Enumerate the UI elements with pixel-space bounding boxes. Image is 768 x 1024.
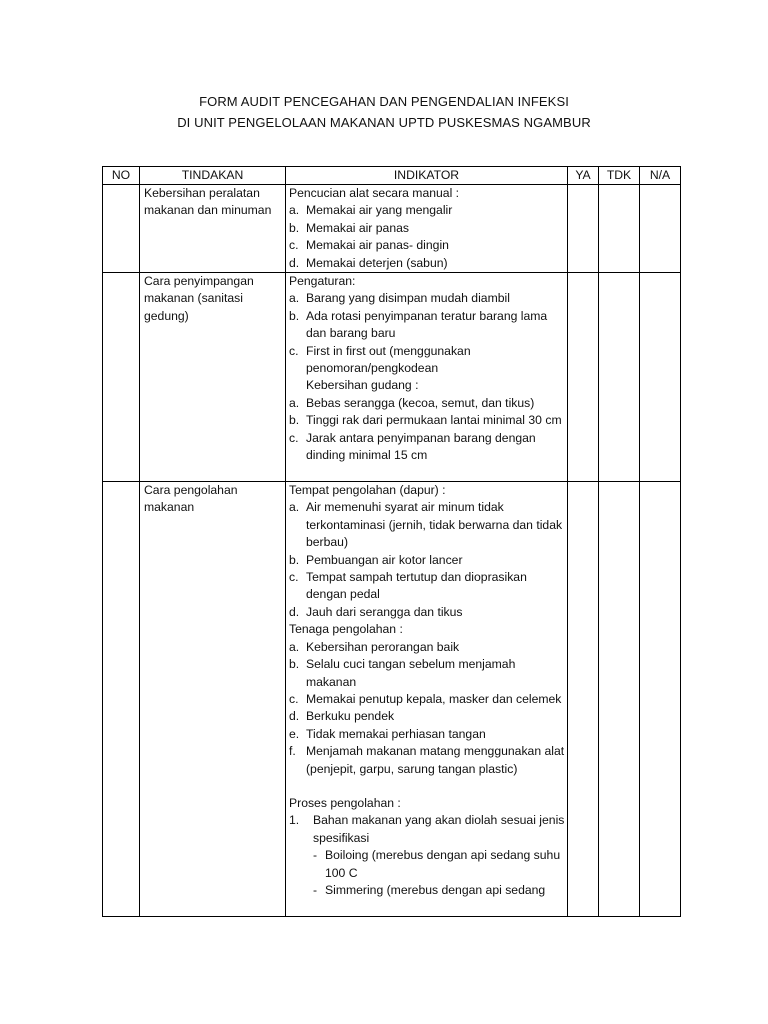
item-marker: a. — [289, 395, 300, 410]
tindakan-text: makanan (sanitasi — [144, 291, 243, 306]
item-text: Tinggi rak dari permukaan lantai minimal 30 cm — [306, 413, 562, 428]
indikator-item — [289, 202, 565, 219]
cell-tdk[interactable] — [599, 185, 640, 273]
cell-no — [103, 273, 140, 482]
table-header-row — [103, 167, 681, 185]
subitem-marker: - — [313, 848, 318, 863]
indikator-item — [289, 412, 565, 429]
item-marker: a. — [289, 500, 300, 515]
item-marker: a. — [289, 639, 300, 654]
cell-ya[interactable] — [568, 185, 599, 273]
item-text: Bebas serangga (kecoa, semut, dan tikus) — [306, 395, 535, 410]
indikator-subitem — [289, 882, 565, 899]
tindakan-text: makanan — [144, 500, 195, 515]
item-marker: a. — [289, 203, 300, 218]
item-text: Jauh dari serangga dan tikus — [306, 604, 463, 619]
indikator-item — [289, 812, 565, 847]
cell-na[interactable] — [640, 273, 681, 482]
cell-indikator — [286, 185, 568, 273]
item-marker: b. — [289, 413, 300, 428]
item-text: Tempat sampah tertutup dan dioprasikan dengan pedal — [306, 570, 527, 602]
table-row — [103, 185, 681, 273]
indikator-heading: Tempat pengolahan (dapur) : — [289, 483, 446, 498]
tindakan-text: makanan dan minuman — [144, 203, 272, 218]
header-ya: YA — [568, 167, 599, 185]
cell-na[interactable] — [640, 482, 681, 917]
item-marker: d. — [289, 709, 300, 724]
item-text: Air memenuhi syarat air minum tidak terkontaminasi (jernih, tidak berwarna dan tidak berbau) — [306, 500, 563, 550]
item-marker: b. — [289, 308, 300, 323]
indikator-item — [289, 726, 565, 743]
indikator-item — [289, 639, 565, 656]
item-text: Barang yang disimpan mudah diambil — [306, 291, 510, 306]
indikator-item — [289, 708, 565, 725]
indikator-heading: Kebersihan gudang : — [306, 378, 419, 393]
item-marker: c. — [289, 691, 299, 706]
item-text: Memakai penutup kepala, masker dan celemek — [306, 691, 562, 706]
cell-na[interactable] — [640, 185, 681, 273]
tindakan-text: gedung) — [144, 308, 189, 323]
subitem-text: Boiloing (merebus dengan api sedang suhu 100 C — [325, 848, 561, 880]
cell-ya[interactable] — [568, 482, 599, 917]
item-text: Memakai deterjen (sabun) — [306, 255, 448, 270]
item-marker: c. — [289, 343, 299, 358]
indikator-heading: Tenaga pengolahan : — [289, 622, 403, 637]
indikator-item — [289, 743, 565, 778]
cell-tindakan — [140, 273, 286, 482]
tindakan-text: Cara pengolahan — [144, 483, 238, 498]
blank-line — [289, 778, 565, 795]
item-text: Tidak memakai perhiasan tangan — [306, 726, 486, 741]
indikator-item — [289, 220, 565, 237]
indikator-item — [289, 569, 565, 604]
cell-indikator — [286, 482, 568, 917]
form-title-line1: FORM AUDIT PENCEGAHAN DAN PENGENDALIAN INFEKSI — [199, 94, 569, 109]
indikator-item — [289, 237, 565, 254]
indikator-heading: Proses pengolahan : — [289, 795, 401, 810]
item-text: Jarak antara penyimpanan barang dengan dinding minimal 15 cm — [306, 430, 536, 463]
indikator-subitem — [289, 847, 565, 882]
item-marker: b. — [289, 552, 300, 567]
item-marker: c. — [289, 238, 299, 253]
cell-ya[interactable] — [568, 273, 599, 482]
table-row — [103, 273, 681, 482]
item-marker: b. — [289, 657, 300, 672]
table-row — [103, 482, 681, 917]
cell-tindakan — [140, 185, 286, 273]
item-text: Ada rotasi penyimpanan teratur barang lama dan barang baru — [306, 308, 548, 341]
item-marker: 1. — [289, 813, 300, 828]
indikator-item — [289, 499, 565, 551]
indikator-item — [289, 656, 565, 691]
cell-tdk[interactable] — [599, 273, 640, 482]
item-marker: c. — [289, 430, 299, 445]
cell-no — [103, 185, 140, 273]
cell-tindakan — [140, 482, 286, 917]
item-text: Memakai air panas — [306, 220, 409, 235]
indikator-item — [289, 290, 565, 307]
header-indikator: INDIKATOR — [286, 167, 568, 185]
item-marker: e. — [289, 726, 300, 741]
item-text: Menjamah makanan matang menggunakan alat (penjepit, garpu, sarung tangan plastic) — [306, 744, 565, 776]
indikator-heading: Pengaturan: — [289, 274, 356, 289]
item-text: Berkuku pendek — [306, 709, 395, 724]
item-text: Pembuangan air kotor lancer — [306, 552, 463, 567]
tindakan-text: Cara penyimpangan — [144, 274, 254, 289]
cell-indikator — [286, 273, 568, 482]
indikator-heading: Pencucian alat secara manual : — [289, 186, 460, 200]
subitem-marker: - — [313, 882, 318, 897]
header-na: N/A — [640, 167, 681, 185]
tindakan-text: Kebersihan peralatan — [144, 186, 260, 200]
item-text: Memakai air yang mengalir — [306, 203, 453, 218]
cell-tdk[interactable] — [599, 482, 640, 917]
indikator-item — [289, 430, 565, 465]
cell-no — [103, 482, 140, 917]
item-marker: f. — [289, 744, 296, 759]
subitem-text: Simmering (merebus dengan api sedang — [325, 882, 546, 897]
item-text: Kebersihan perorangan baik — [306, 639, 460, 654]
header-tindakan: TINDAKAN — [140, 167, 286, 185]
header-tdk: TDK — [599, 167, 640, 185]
indikator-item — [289, 308, 565, 343]
indikator-item — [289, 343, 565, 378]
item-marker: a. — [289, 291, 300, 306]
item-text: Memakai air panas- dingin — [306, 238, 449, 253]
item-marker: b. — [289, 220, 300, 235]
item-text: Selalu cuci tangan sebelum menjamah makanan — [306, 657, 516, 689]
item-text: First in first out (menggunakan penomoran/pengkodean — [306, 343, 471, 376]
indikator-item — [289, 395, 565, 412]
item-marker: c. — [289, 570, 299, 585]
header-no: NO — [103, 167, 140, 185]
item-marker: d. — [289, 604, 300, 619]
item-marker: d. — [289, 255, 300, 270]
indikator-item — [289, 552, 565, 569]
indikator-item — [289, 691, 565, 708]
form-title-line2: DI UNIT PENGELOLAAN MAKANAN UPTD PUSKESMAS NGAMBUR — [177, 115, 591, 130]
indikator-item — [289, 604, 565, 621]
item-text: Bahan makanan yang akan diolah sesuai jenis spesifikasi — [313, 813, 565, 845]
audit-table — [102, 166, 681, 917]
indikator-item — [289, 255, 565, 272]
